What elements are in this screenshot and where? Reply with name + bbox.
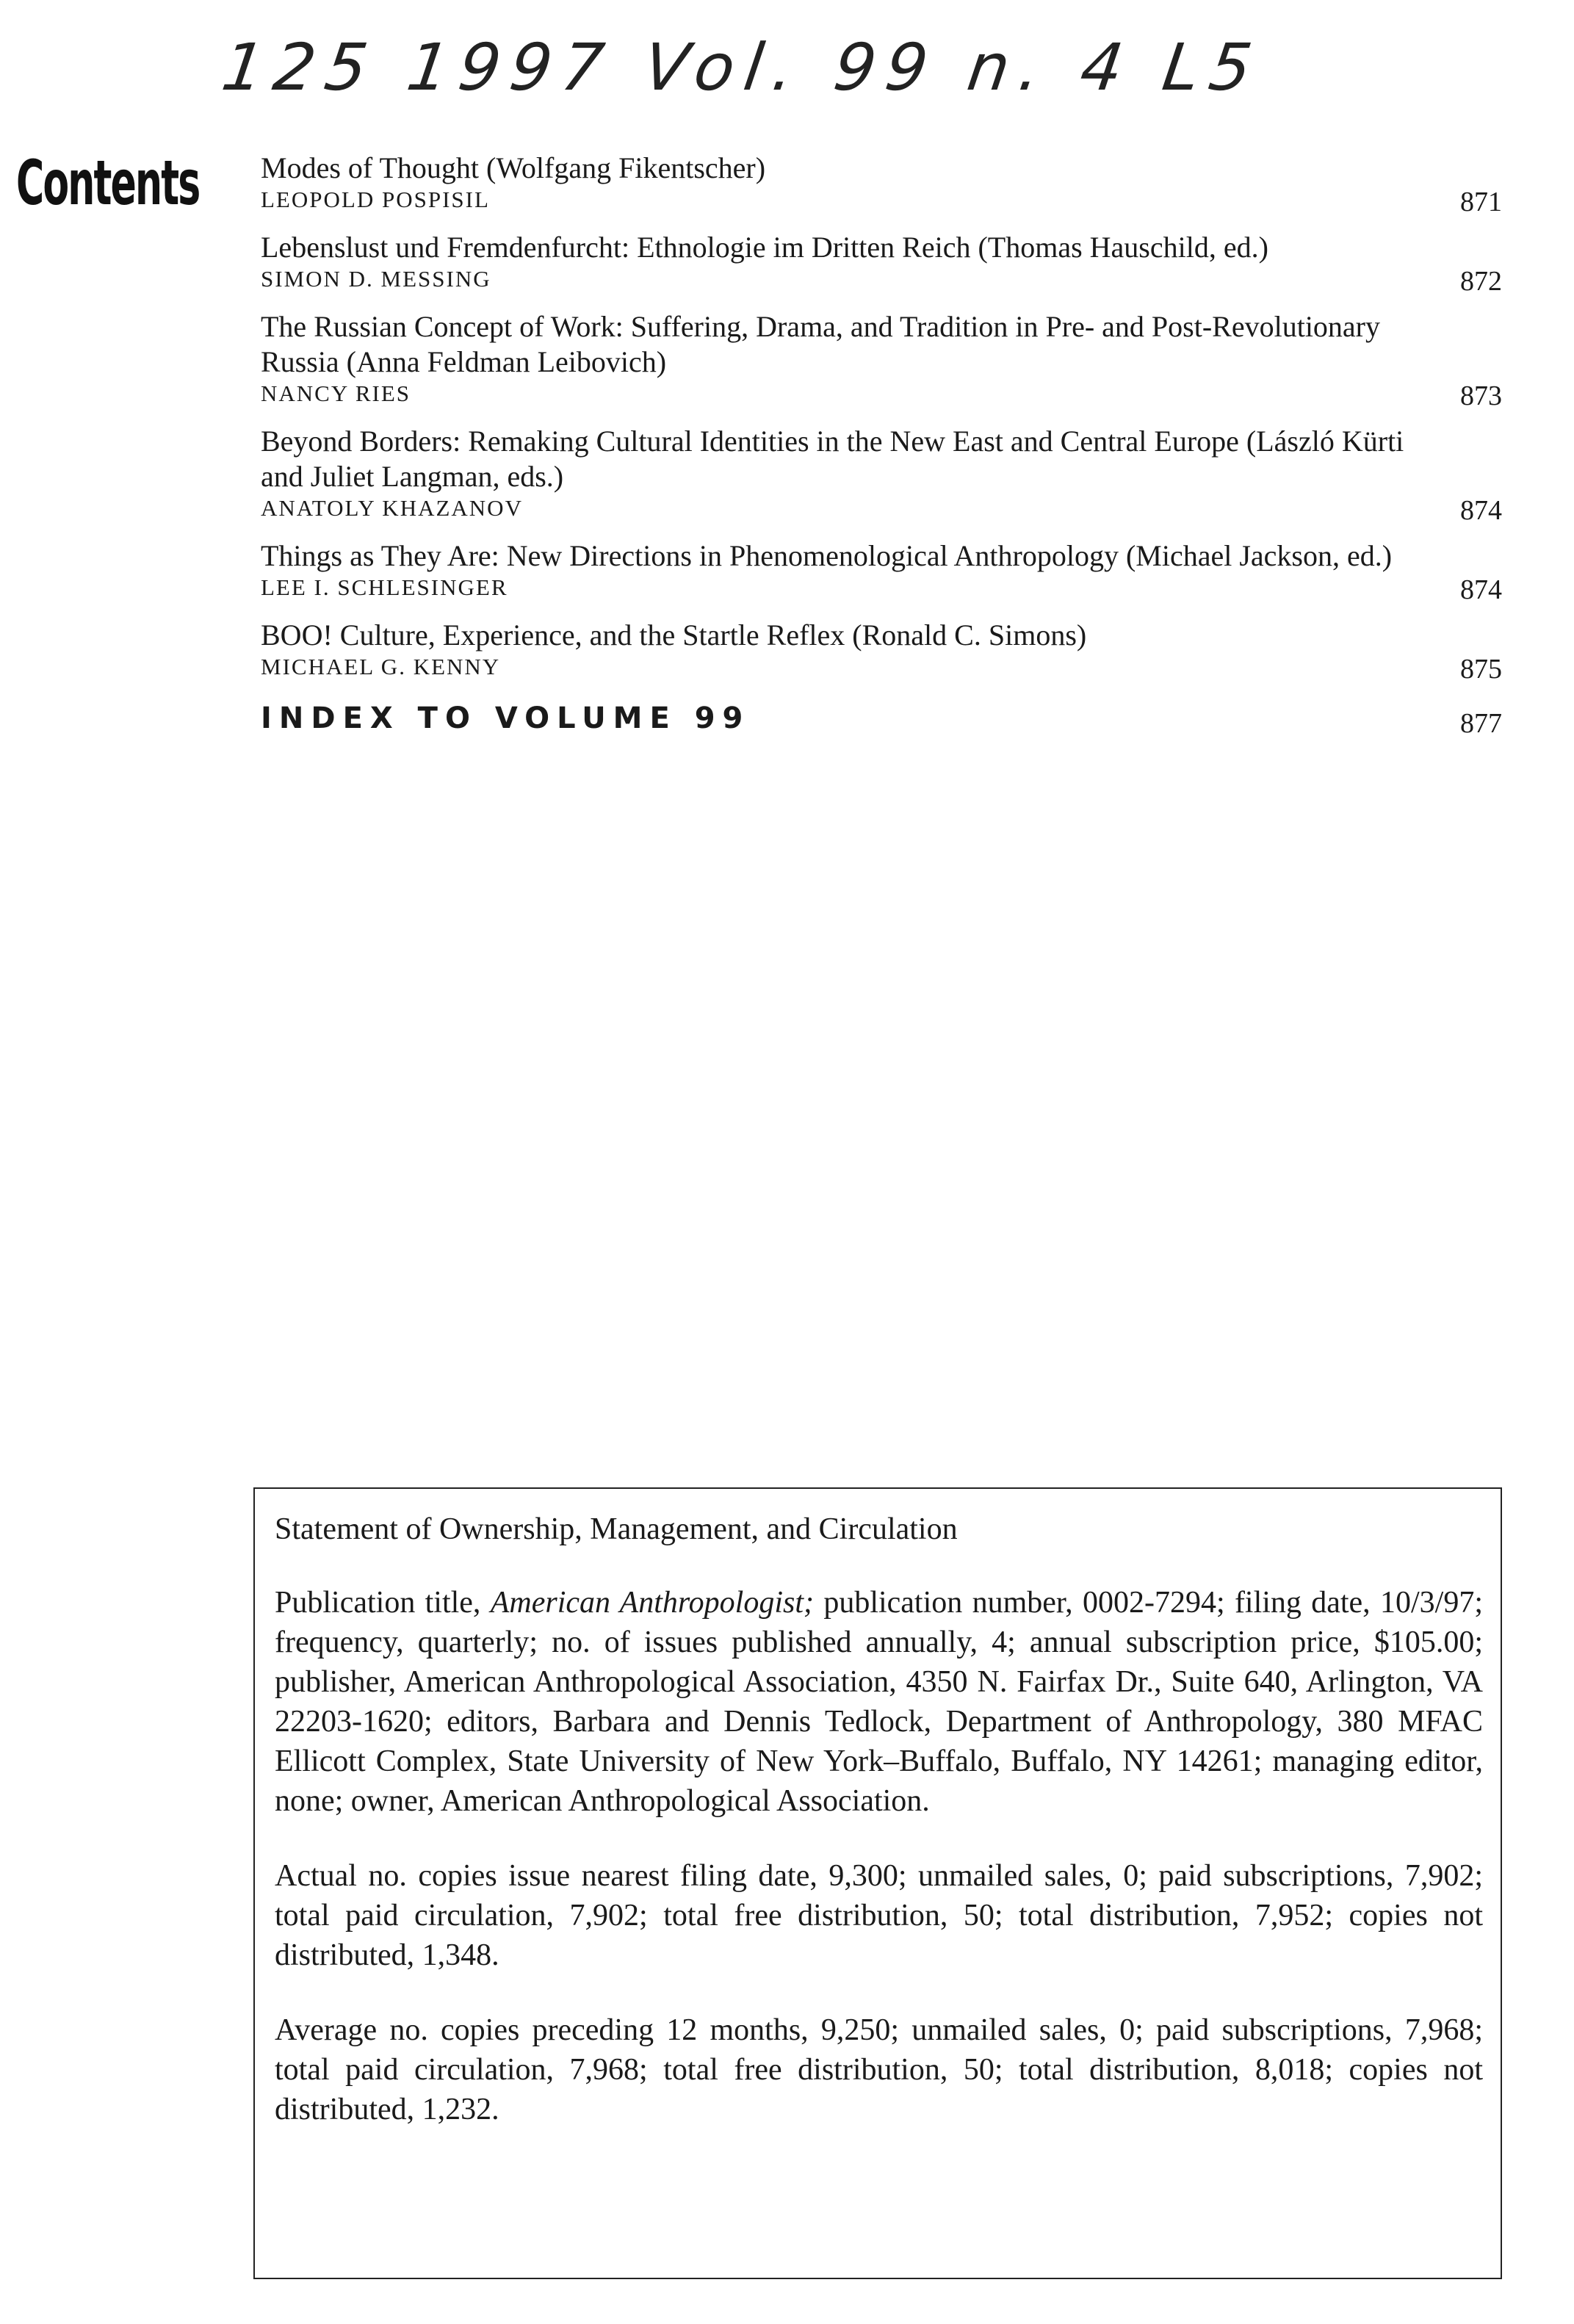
statement-heading: Statement of Ownership, Management, and Circulation: [275, 1512, 958, 1546]
statement-text: publication number, 0002-7294; filing date, 10/3/97; frequency, quarterly; no. of issues published annually, 4; annual subscription price, $105.00; publisher, American Anthropological Association, 4350 N. Fairfax Dr., Suite 640, Arlington, VA 22203-1620; editors, Barbara and Dennis Tedlock, Department of Anthropology, 380 MFAC Ellicott Complex, State University of New York–Buffalo, Buffalo, NY 14261; managing editor, none; owner, American Anthropological Association.: [275, 1586, 1483, 1818]
toc-entry-page: 873: [1460, 380, 1502, 411]
toc-entry: [261, 424, 1502, 526]
statement-box: [253, 1487, 1502, 2279]
toc-entry-author: MICHAEL G. KENNY: [261, 654, 501, 679]
statement-actual-copies-paragraph: Actual no. copies issue nearest filing date, 9,300; unmailed sales, 0; paid subscriptions, 7,902; total paid circulation, 7,902; total free distribution, 50; total distribution, 7,952; copies not distributed, 1,348.: [275, 1859, 1483, 1972]
toc-entry: [261, 309, 1502, 411]
toc-entry-author: ANATOLY KHAZANOV: [261, 495, 523, 521]
toc-entry-author: SIMON D. MESSING: [261, 266, 491, 292]
index-title: INDEX TO VOLUME 99: [261, 701, 751, 735]
toc-entry-author: NANCY RIES: [261, 380, 411, 406]
toc-entry-page: 871: [1460, 187, 1502, 217]
index-entry: [261, 701, 1502, 746]
toc-entry-title: Lebenslust und Fremdenfurcht: Ethnologie im Dritten Reich (Thomas Hauschild, ed.): [261, 231, 1268, 264]
toc-entry-page: 875: [1460, 654, 1502, 685]
toc-entry-page: 872: [1460, 266, 1502, 297]
toc-entry: [261, 151, 1502, 217]
toc-entry: [261, 230, 1502, 297]
toc-entry-title: Beyond Borders: Remaking Cultural Identities in the New East and Central Europe (László Kürti and Juliet Langman, eds.): [261, 425, 1404, 493]
toc-entry-title: Modes of Thought (Wolfgang Fikentscher): [261, 151, 766, 184]
statement-publication-paragraph: [275, 1583, 1483, 1821]
statement-average-copies-paragraph: Average no. copies preceding 12 months, 9,250; unmailed sales, 0; paid subscriptions, 7,968; total paid circulation, 7,968; total free distribution, 50; total distribution, 8,018; copies not distributed, 1,232.: [275, 2013, 1483, 2126]
handwritten-note: 125 1997 Vol. 99 n. 4 L5: [217, 29, 1267, 105]
statement-text: Publication title,: [275, 1586, 491, 1620]
toc-entry-title: The Russian Concept of Work: Suffering, Drama, and Tradition in Pre- and Post-Revolutionary Russia (Anna Feldman Leibovich): [261, 310, 1381, 378]
contents-heading: Contents: [16, 147, 200, 219]
toc-entry-author: LEE I. SCHLESINGER: [261, 574, 508, 600]
index-page: 877: [1460, 708, 1502, 739]
toc-entry-page: 874: [1460, 495, 1502, 526]
toc-entry: [261, 618, 1502, 685]
publication-name: American Anthropologist;: [490, 1586, 815, 1620]
toc-entry: [261, 538, 1502, 605]
toc-entry-page: 874: [1460, 574, 1502, 605]
toc-entry-author: LEOPOLD POSPISIL: [261, 187, 490, 212]
toc-entry-title: Things as They Are: New Directions in Phenomenological Anthropology (Michael Jackson, ed.): [261, 539, 1393, 572]
toc-entry-title: BOO! Culture, Experience, and the Startle Reflex (Ronald C. Simons): [261, 618, 1087, 652]
table-of-contents: [261, 151, 1502, 746]
